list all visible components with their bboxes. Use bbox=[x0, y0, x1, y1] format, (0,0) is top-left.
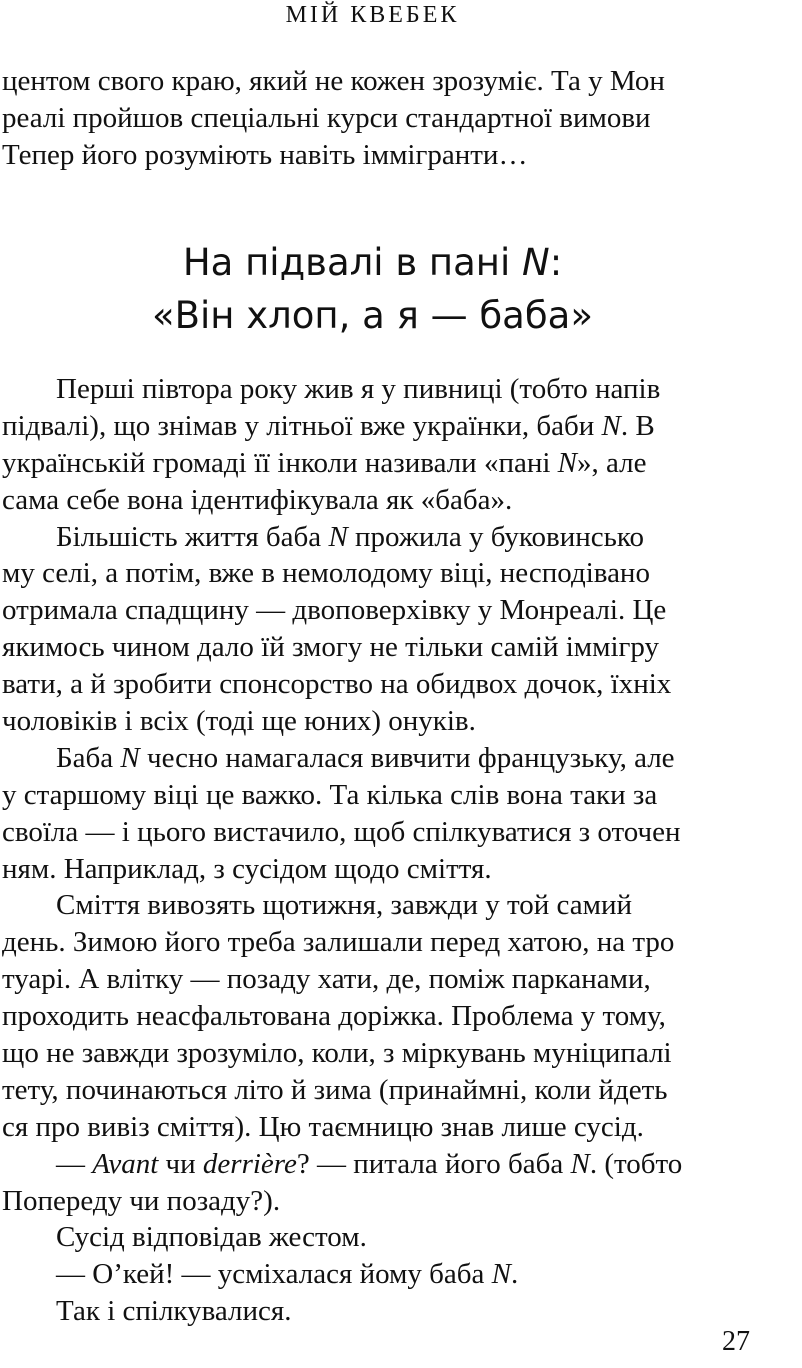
text-line: проходить неасфальтована доріжка. Проблема у тому, bbox=[2, 1000, 666, 1033]
text-line: своїла — і цього вистачило, щоб спілкуватися з оточен bbox=[2, 815, 681, 848]
text-line: Тепер його розуміють навіть іммігранти… bbox=[2, 139, 528, 171]
text-line: реалі пройшов спеціальні курси стандартної вимови bbox=[2, 102, 651, 134]
text-line: у старшому віці це важко. Та кілька слів вона таки за bbox=[2, 778, 658, 811]
text-line: підвалі), що знімав у літньої вже українки, баби N. В bbox=[2, 409, 655, 442]
text-line: туарі. А влітку — позаду хати, де, поміж парканами, bbox=[2, 963, 651, 996]
text-line: українській громаді її інколи називали «пані N», але bbox=[2, 446, 647, 479]
text-line: день. Зимою його треба залишали перед хатою, на тро bbox=[2, 926, 675, 959]
heading-line: На підвалі в пані N: bbox=[182, 241, 563, 284]
text-line: чоловіків і всіх (тоді ще юних) онуків. bbox=[2, 705, 476, 738]
running-head: МІЙ КВЕБЕК bbox=[285, 2, 460, 28]
section-heading bbox=[0, 236, 745, 342]
text-line: отримала спадщину — двоповерхівку у Монреалі. Це bbox=[2, 594, 667, 627]
text-line: Сміття вивозять щотижня, завжди у той самий bbox=[56, 889, 633, 922]
text-line: Баба N чесно намагалася вивчити французьку, але bbox=[56, 741, 675, 774]
text-line: центом свого краю, який не кожен зрозуміє. Та у Мон bbox=[2, 65, 665, 97]
text-line: Сусід відповідав жестом. bbox=[56, 1221, 367, 1254]
intro-paragraph bbox=[2, 63, 802, 174]
text-line: що не завжди зрозуміло, коли, з міркувань муніципалі bbox=[2, 1037, 672, 1070]
text-line: — О’кей! — усміхалася йому баба N. bbox=[56, 1258, 519, 1291]
text-line: му селі, а потім, вже в немолодому віці, несподівано bbox=[2, 557, 650, 590]
text-line: — Avant чи derrière? — питала його баба N. (тобто bbox=[56, 1147, 683, 1180]
text-line: Так і спілкувалися. bbox=[56, 1295, 292, 1328]
text-line: Попереду чи позаду?). bbox=[2, 1184, 281, 1217]
text-line: тету, починаються літо й зима (принаймні, коли йдеть bbox=[2, 1073, 668, 1106]
text-line: якимось чином дало їй змогу не тільки самій іммігру bbox=[2, 631, 660, 664]
text-line: Перші півтора року жив я у пивниці (тобто напів bbox=[56, 373, 661, 405]
text-line: сама себе вона ідентифікувала як «баба». bbox=[2, 483, 513, 516]
body-text bbox=[2, 371, 802, 1330]
text-line: ням. Наприклад, з сусідом щодо сміття. bbox=[2, 852, 492, 885]
text-line: вати, а й зробити спонсорство на обидвох дочок, їхніх bbox=[2, 668, 672, 701]
text-line: ся про вивіз сміття). Цю таємницю знав лише сусід. bbox=[2, 1110, 644, 1143]
heading-line: «Він хлоп, а я — баба» bbox=[152, 294, 593, 337]
page-number: 27 bbox=[722, 1326, 750, 1357]
text-line: Більшість життя баба N прожила у буковинсько bbox=[56, 520, 644, 553]
